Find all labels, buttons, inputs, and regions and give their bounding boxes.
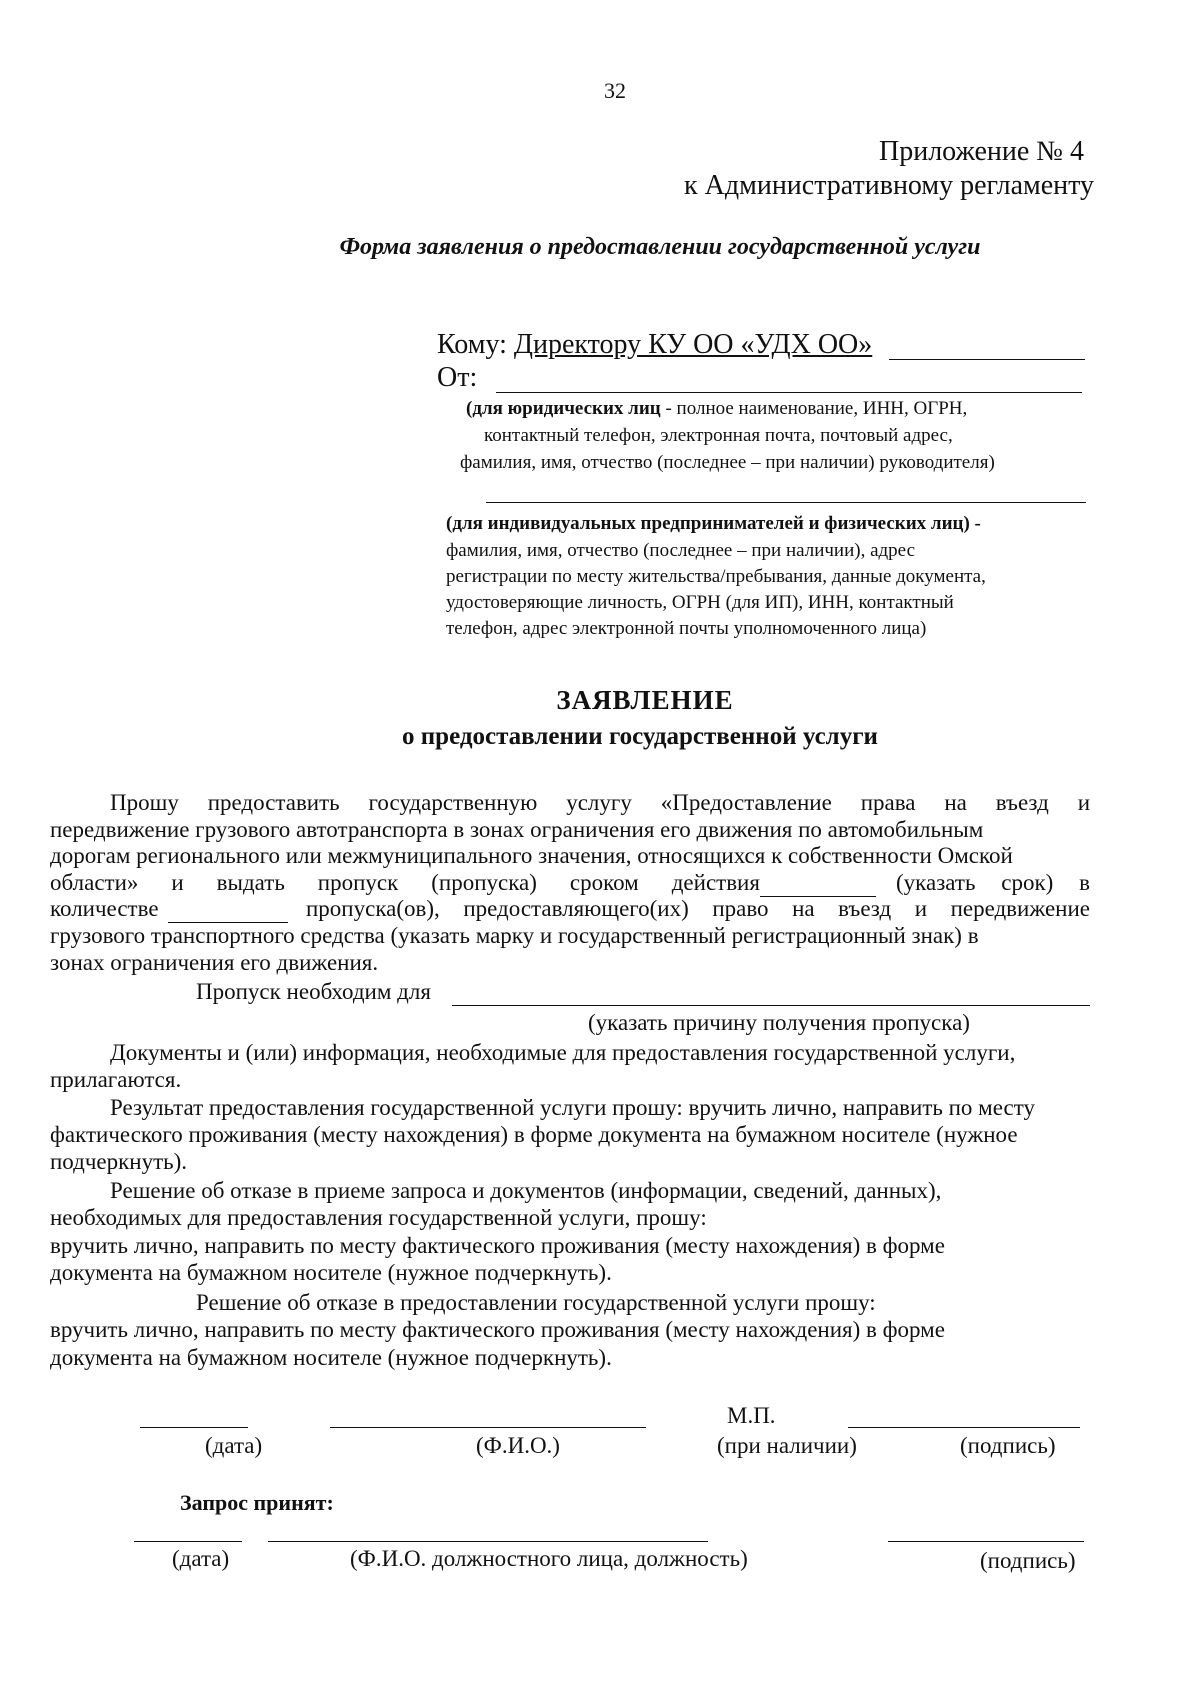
word: в xyxy=(1079,870,1090,895)
p1-line3: дорогам регионального или межмуниципального значения, относящихся к собственности Омской xyxy=(50,843,1013,868)
p5-line2: вручить лично, направить по месту фактического проживания (месту нахождения) в форме xyxy=(50,1317,945,1342)
p4-line2: необходимых для предоставления государственной услуги, прошу: xyxy=(50,1205,707,1230)
word: пропуск xyxy=(317,870,399,895)
word: право xyxy=(712,896,769,921)
reason-hint: (указать причину получения пропуска) xyxy=(588,1010,970,1035)
page-number: 32 xyxy=(604,78,626,103)
individual-hint-line3: удостоверяющие личность, ОГРН (для ИП), ИНН, контактный xyxy=(446,592,954,613)
statement-subtitle: о предоставлении государственной услуги xyxy=(402,723,878,750)
word: предоставить xyxy=(207,790,340,815)
word: услугу xyxy=(566,790,632,815)
legal-hint-line3: фамилия, имя, отчество (последнее – при наличии) руководителя) xyxy=(460,452,995,473)
p3-line3: подчеркнуть). xyxy=(50,1149,188,1174)
p5-line3: документа на бумажном носителе (нужное подчеркнуть). xyxy=(50,1345,612,1370)
p2-line2: прилагаются. xyxy=(50,1067,182,1092)
p4-line4: документа на бумажном носителе (нужное подчеркнуть). xyxy=(50,1260,612,1285)
legal-hint-line1 xyxy=(466,398,967,420)
accepted-label: Запрос принят: xyxy=(180,1490,334,1515)
word: области» xyxy=(50,870,139,895)
word: пропуска(ов), xyxy=(306,896,440,921)
p1-line6: грузового транспортного средства (указать марку и государственный регистрационный знак) в xyxy=(50,923,979,948)
word: срок) xyxy=(1001,870,1054,895)
appendix-number: Приложение № 4 xyxy=(879,136,1084,167)
p1-line5a: количестве xyxy=(50,896,159,921)
fio-caption: (Ф.И.О.) xyxy=(476,1433,560,1458)
p4-line3: вручить лично, направить по месту фактического проживания (месту нахождения) в форме xyxy=(50,1233,945,1258)
word: и xyxy=(171,870,184,895)
signature-field[interactable] xyxy=(848,1427,1080,1428)
word: государственную xyxy=(368,790,538,815)
p5-line1: Решение об отказе в предоставлении государственной услуги прошу: xyxy=(196,1290,876,1315)
word: на xyxy=(944,790,967,815)
from-label: От: xyxy=(437,362,478,393)
accepted-official-field[interactable] xyxy=(268,1541,708,1542)
p3-line1: Результат предоставления государственной услуги прошу: вручить лично, направить по месту xyxy=(110,1095,1035,1120)
p1-line5b xyxy=(306,896,1090,922)
accepted-signature-field[interactable] xyxy=(888,1541,1084,1542)
p1-line4b xyxy=(896,870,1090,896)
word: предоставляющего(их) xyxy=(463,896,689,921)
word: въезд xyxy=(995,790,1049,815)
word: и xyxy=(914,896,928,921)
p1-line2: передвижение грузового автотранспорта в зонах ограничения его движения по автомобильным xyxy=(50,817,984,842)
word: (пропуска) xyxy=(431,870,537,895)
word: выдать xyxy=(216,870,285,895)
p4-line1: Решение об отказе в приеме запроса и документов (информации, сведений, данных), xyxy=(110,1178,942,1203)
word: действия xyxy=(671,870,760,895)
word: «Предоставление xyxy=(660,790,832,815)
appendix-reference: к Административному регламенту xyxy=(684,170,1094,201)
individual-hint-bold xyxy=(446,513,981,535)
accepted-official-caption: (Ф.И.О. должностного лица, должность) xyxy=(350,1546,748,1571)
to-underline xyxy=(889,359,1085,360)
reason-label: Пропуск необходим для xyxy=(196,979,431,1004)
individual-hint-line1: фамилия, имя, отчество (последнее – при наличии), адрес xyxy=(446,540,916,561)
to-label: Кому: xyxy=(437,329,507,360)
accepted-date-field[interactable] xyxy=(134,1541,242,1542)
from-field[interactable] xyxy=(496,392,1082,393)
individual-hint-bold-text: (для индивидуальных предпринимателей и физических лиц) - xyxy=(446,513,981,534)
word: сроком xyxy=(569,870,639,895)
statement-title: ЗАЯВЛЕНИЕ xyxy=(556,685,734,715)
legal-hint-bold: (для юридических лиц xyxy=(466,398,661,419)
word: права xyxy=(860,790,916,815)
to-value: Директору КУ ОО «УДХ ОО» xyxy=(513,329,873,360)
word: передвижение xyxy=(950,896,1090,921)
p2-line1: Документы и (или) информация, необходимые для предоставления государственной услуги, xyxy=(110,1040,1016,1065)
individual-hint-line2: регистрации по месту жительства/пребывания, данные документа, xyxy=(446,566,986,587)
p3-line2: фактического проживания (месту нахождения) в форме документа на бумажном носителе (нужное xyxy=(50,1122,1018,1147)
p1-line7: зонах ограничения его движения. xyxy=(50,950,379,975)
to-line xyxy=(437,329,872,361)
p1-line1 xyxy=(110,790,1090,816)
individual-field[interactable] xyxy=(486,502,1086,503)
form-title: Форма заявления о предоставлении государственной услуги xyxy=(339,234,981,260)
reason-field[interactable] xyxy=(452,1005,1090,1006)
accepted-signature-caption: (подпись) xyxy=(980,1548,1076,1573)
accepted-date-caption: (дата) xyxy=(172,1546,230,1571)
individual-hint-line4: телефон, адрес электронной почты уполномоченного лица) xyxy=(446,618,927,639)
word: въезд xyxy=(838,896,892,921)
word: на xyxy=(792,896,815,921)
stamp-label: М.П. xyxy=(727,1403,776,1428)
date-caption: (дата) xyxy=(205,1433,263,1458)
date-field[interactable] xyxy=(140,1427,248,1428)
stamp-note: (при наличии) xyxy=(717,1433,857,1458)
signature-caption: (подпись) xyxy=(960,1433,1056,1458)
word: (указать xyxy=(896,870,976,895)
legal-hint-rest: - полное наименование, ИНН, ОГРН, xyxy=(660,398,968,419)
p1-line4a xyxy=(50,870,760,896)
word: и xyxy=(1077,790,1090,815)
fio-field[interactable] xyxy=(330,1427,646,1428)
word: Прошу xyxy=(110,790,179,815)
legal-hint-line2: контактный телефон, электронная почта, почтовый адрес, xyxy=(484,425,953,446)
